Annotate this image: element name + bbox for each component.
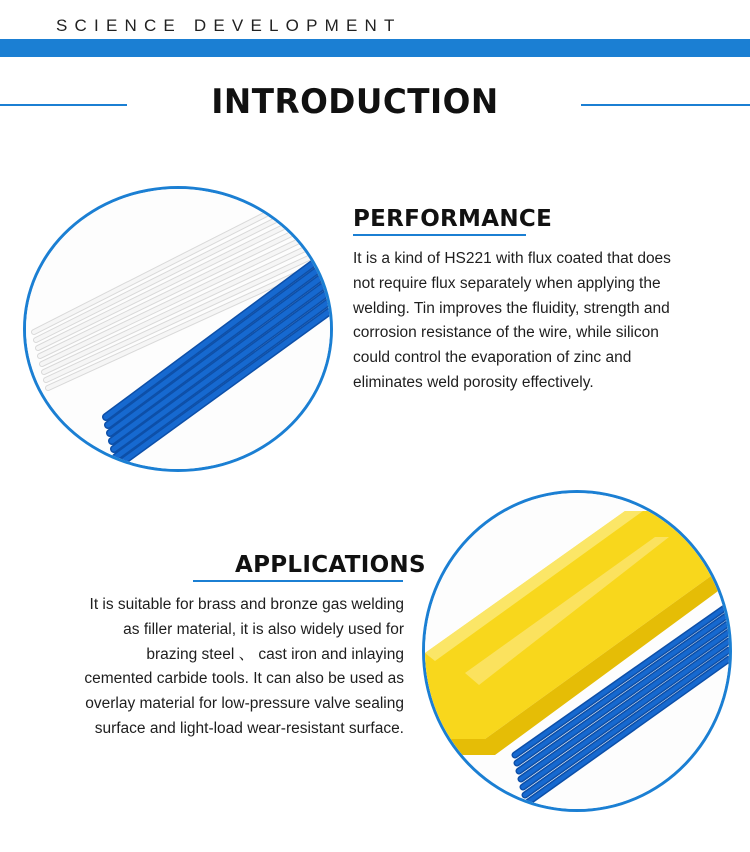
performance-description [353,247,733,396]
performance-line: welding. Tin improves the fluidity, strength and [353,299,670,317]
performance-underline [353,234,526,236]
applications-line: It is suitable for brass and bronze gas welding [89,596,404,613]
applications-line: as filler material, it is also widely used for [123,620,404,638]
applications-line: surface and light-load wear-resistant surface. [94,719,404,737]
welding-rods-photo [26,189,330,469]
performance-title: PERFORMANCE [353,206,553,232]
welding-rods-image [23,186,333,472]
header-accent-bar [0,39,750,57]
performance-line: corrosion resistance of the wire, while silicon [353,324,659,342]
applications-title: APPLICATIONS [235,552,426,578]
performance-line: not require flux separately when applying the [353,274,661,292]
header-tagline: SCIENCE DEVELOPMENT [56,16,402,35]
performance-line: It is a kind of HS221 with flux coated that does [353,250,671,267]
applications-underline [193,580,403,582]
intro-divider-left [0,104,127,106]
applications-line: brazing steel 、 cast iron and inlaying [146,645,404,663]
rods-in-case-photo [425,493,729,809]
performance-line: could control the evaporation of zinc and [353,349,632,367]
applications-line: overlay material for low-pressure valve sealing [85,695,404,713]
applications-description [18,593,404,742]
intro-title: INTRODUCTION [211,82,499,122]
intro-divider-right [581,104,750,106]
rods-in-case-image [422,490,732,812]
applications-line: cemented carbide tools. It can also be used as [84,670,404,688]
performance-line: eliminates weld porosity effectively. [353,373,594,391]
